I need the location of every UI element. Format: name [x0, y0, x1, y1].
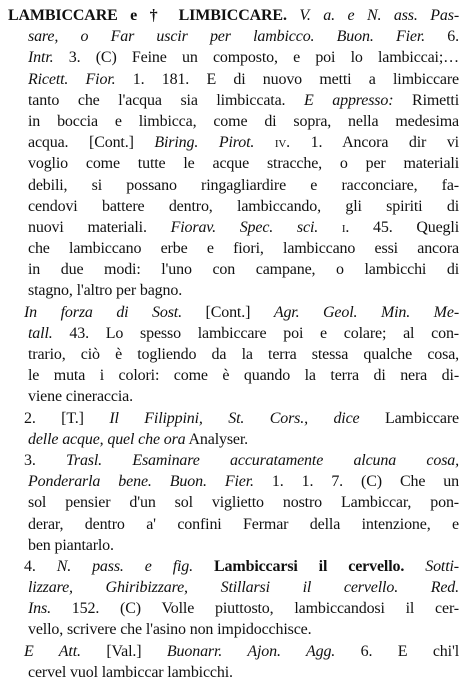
entry-line: trario, ciò è togliendo da la terra stessa qualche cosa, [28, 346, 459, 363]
entry-line: Ins. 152. (C) Volle piuttosto, lambiccandosi il cer- [28, 600, 459, 618]
definition: sare, o Far uscir per lambicco. Buon. Fier. [28, 28, 426, 46]
entry-line: tanto che l'acqua sia limbiccata. E appresso: Rimetti [28, 91, 459, 109]
citation-source: Fiorav. Spec. sci. [170, 218, 319, 236]
entry-line: sol pensier d'un sol viglietto nostro Lambiccar, pon- [28, 494, 459, 512]
entry-line: le muta i colori: come è quando la terra di nera di- [28, 367, 459, 385]
entry-line: acqua. [Cont.] Biring. Pirot. iv. 1. Ancora dir vi [28, 134, 459, 152]
headword: LAMBICCARE e † LIMBICCARE. [8, 7, 287, 24]
entry-line: tall. 43. Lo spesso lambiccare poi e colare; al con- [28, 324, 459, 342]
entry-line: delle acque, quel che ora Analyser. [28, 430, 249, 448]
citation-source: Biring. Pirot. [154, 134, 255, 152]
grammar-label: V. a. e N. ass. [299, 7, 418, 24]
entry-line: in boccia e limbicca, come di sopra, nella medesima [28, 112, 459, 130]
entry-line: nuovi materiali. Fiorav. Spec. sci. i. 45. Quegli [28, 218, 459, 236]
entry-line [24, 450, 459, 471]
citation-note: Il Filippini, St. Cors., dice [109, 409, 360, 427]
definition: lizzare, Ghiribizzare, Stillarsi il cervello. Red. [28, 579, 459, 597]
definition: Sotti- [425, 557, 459, 575]
entry-line: In forza di Sost. [Cont.] Agr. Geol. Min. Me- [24, 303, 459, 321]
entry-line: derar, dentro a' confini Fermar della intenzione, e [28, 515, 459, 533]
sense-number: 3. [24, 451, 67, 469]
entry-line: viene cineraccia. [28, 388, 133, 406]
entry-line: che lambiccano erbe e fiori, lambiccano essi ancora [28, 240, 459, 258]
entry-line: stagno, l'altro per bagno. [28, 282, 183, 300]
definition: Pas- [430, 7, 459, 24]
citation-note: E appresso: [304, 91, 394, 109]
entry-line: cervel vuol lambiccar lambicchi. [28, 663, 233, 681]
sense-label: In forza di Sost. [24, 303, 182, 321]
citation-source: Agr. Geol. Min. Me- [273, 303, 459, 321]
volume-numeral: iv. [274, 134, 291, 152]
entry-line: cendovi battere dentro, lambiccando, gli spiriti di [28, 197, 459, 215]
citation-source: Buonarr. Ajon. Agg. [166, 642, 336, 660]
entry-line: 2. [T.] Il Filippini, St. Cors., dice Lambiccare [24, 409, 459, 427]
entry-line: in due modi: l'uno con campane, o lambicchi di [28, 261, 459, 279]
entry-line: sare, o Far uscir per lambicco. Buon. Fier. 6. [28, 28, 459, 46]
citation-source: tall. [28, 324, 53, 342]
subheadword: Lambiccarsi il cervello. [214, 557, 405, 575]
citation-source: Ins. [28, 600, 51, 618]
entry-line: vello, scrivere che l'asino non impidocchisce. [28, 621, 312, 639]
grammar-label: N. pass. e fig. [56, 557, 194, 575]
volume-numeral: i. [341, 218, 350, 236]
entry-line: E Att. [Val.] Buonarr. Ajon. Agg. 6. E chi'l [24, 642, 459, 660]
sense-number: 4. [24, 557, 57, 575]
sense-number: 2. [T.] [24, 409, 110, 427]
entry-line: Intr. 3. (C) Feine un composto, e poi lo lambiccai;… [28, 49, 459, 67]
entry-line [24, 556, 459, 577]
citation-note: delle acque, quel che ora [28, 430, 186, 448]
definition: Ponderarla bene. Buon. Fier. [28, 473, 254, 491]
entry-line [28, 577, 459, 598]
entry-line: Ponderarla bene. Buon. Fier. 1. 1. 7. (C) Che un [28, 473, 460, 491]
entry-line: voglio come tutte le acque stracche, o per materiali [28, 155, 459, 173]
entry-line: debili, si possano ringagliardire e racconciare, fa- [28, 176, 459, 194]
entry-line: Ricett. Fior. 1. 181. E di nuovo metti a limbiccare [28, 70, 459, 88]
entry-line: ben piantarlo. [28, 536, 114, 554]
citation-source: Ricett. Fior. [28, 70, 116, 88]
citation-source: Intr. [28, 49, 54, 67]
entry-line [8, 5, 459, 26]
definition: Trasl. Esaminare accuratamente alcuna cosa, [66, 451, 459, 469]
sense-label: E Att. [24, 642, 81, 660]
